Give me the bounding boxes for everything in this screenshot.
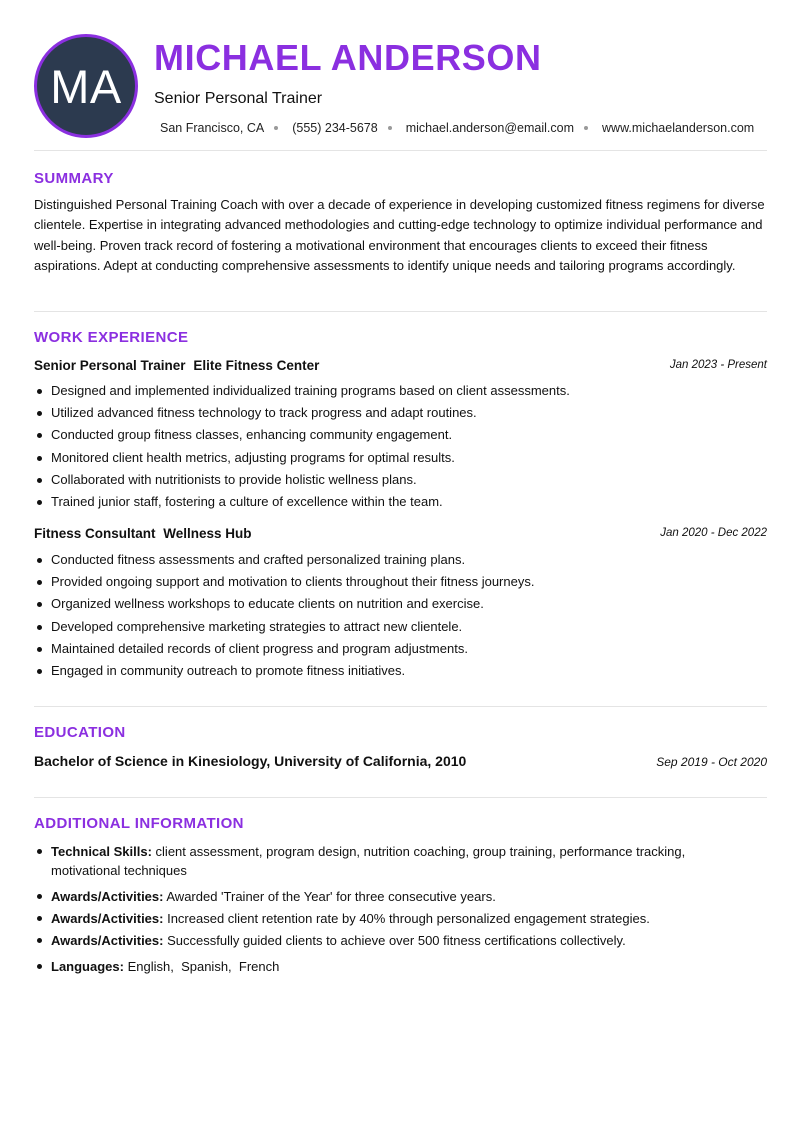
list-item [34, 887, 734, 906]
contact-location: San Francisco, CA [160, 121, 265, 135]
education-heading: EDUCATION [34, 724, 126, 741]
info-text: Successfully guided clients to achieve over 500 fitness certifications collectively. [167, 933, 626, 948]
info-text: Awarded 'Trainer of the Year' for three consecutive years. [166, 889, 496, 904]
job-dates: Jan 2023 - Present [669, 359, 767, 371]
job-header [34, 526, 767, 544]
list-item: Organized wellness workshops to educate clients on nutrition and exercise. [34, 593, 769, 615]
job-role: Senior Personal Trainer [34, 358, 186, 373]
list-item [34, 931, 734, 950]
job-role: Fitness Consultant [34, 526, 156, 541]
info-label: Awards/Activities: [51, 911, 164, 926]
info-text: English, Spanish, French [127, 959, 280, 974]
job-company: Elite Fitness Center [193, 358, 320, 373]
avatar [34, 34, 138, 138]
avatar-initials: MA [50, 59, 122, 113]
additional-info-heading: ADDITIONAL INFORMATION [34, 815, 244, 832]
job-role-line [34, 358, 319, 373]
list-item: Designed and implemented individualized training programs based on client assessments. [34, 380, 769, 402]
list-item: Conducted fitness assessments and crafted personalized training plans. [34, 549, 769, 571]
contact-bar [160, 120, 754, 136]
contact-phone: (555) 234-5678 [292, 121, 378, 135]
candidate-title: Senior Personal Trainer [154, 90, 323, 107]
job-dates: Jan 2020 - Dec 2022 [660, 527, 767, 539]
list-item: Maintained detailed records of client progress and program adjustments. [34, 638, 769, 660]
work-experience-heading: WORK EXPERIENCE [34, 329, 189, 346]
list-item: Conducted group fitness classes, enhancing community engagement. [34, 424, 769, 446]
separator-dot [584, 126, 588, 130]
info-label: Awards/Activities: [51, 889, 164, 904]
list-item: Utilized advanced fitness technology to track progress and adapt routines. [34, 402, 769, 424]
info-label: Technical Skills: [51, 844, 152, 859]
info-label: Awards/Activities: [51, 933, 164, 948]
summary-heading: SUMMARY [34, 170, 114, 187]
list-item: Provided ongoing support and motivation to clients throughout their fitness journeys. [34, 571, 769, 593]
candidate-name: MICHAEL ANDERSON [154, 37, 542, 78]
separator-dot [388, 126, 392, 130]
list-item: Collaborated with nutritionists to provide holistic wellness plans. [34, 469, 769, 491]
education-degree: Bachelor of Science in Kinesiology, University of California, 2010 [34, 753, 467, 769]
list-item: Developed comprehensive marketing strategies to attract new clientele. [34, 616, 769, 638]
education-entry [34, 753, 767, 771]
info-label: Languages: [51, 959, 124, 974]
divider [34, 150, 767, 151]
list-item: Monitored client health metrics, adjusting programs for optimal results. [34, 447, 769, 469]
additional-info-list [34, 842, 734, 979]
job-bullet-list [34, 380, 769, 513]
list-item [34, 957, 734, 976]
job-bullet-list [34, 549, 769, 682]
job-header [34, 358, 767, 376]
contact-website[interactable]: www.michaelanderson.com [602, 121, 755, 135]
divider [34, 706, 767, 707]
list-item: Engaged in community outreach to promote fitness initiatives. [34, 660, 769, 682]
job-role-line [34, 526, 252, 541]
summary-text: Distinguished Personal Training Coach with over a decade of experience in developing customized fitness regimens for diverse clientele. Expertise in integrating advanced methodologies and cutting-edge technology to optimize individual performance and well-being. Proven track record of fostering a motivational environment that encourages clients to exceed their fitness aspirations. Adept at conducting comprehensive assessments to identify unique needs and tailoring programs accordingly. [34, 197, 765, 273]
info-text: client assessment, program design, nutrition coaching, group training, performance tracking, motivational techniques [51, 844, 686, 878]
education-dates: Sep 2019 - Oct 2020 [656, 755, 767, 769]
separator-dot [274, 126, 278, 130]
contact-email[interactable]: michael.anderson@email.com [405, 121, 575, 135]
divider [34, 797, 767, 798]
list-item [34, 842, 734, 880]
list-item: Trained junior staff, fostering a culture of excellence within the team. [34, 491, 769, 513]
list-item [34, 909, 734, 928]
info-text: Increased client retention rate by 40% through personalized engagement strategies. [167, 911, 650, 926]
job-company: Wellness Hub [163, 526, 252, 541]
divider [34, 311, 767, 312]
